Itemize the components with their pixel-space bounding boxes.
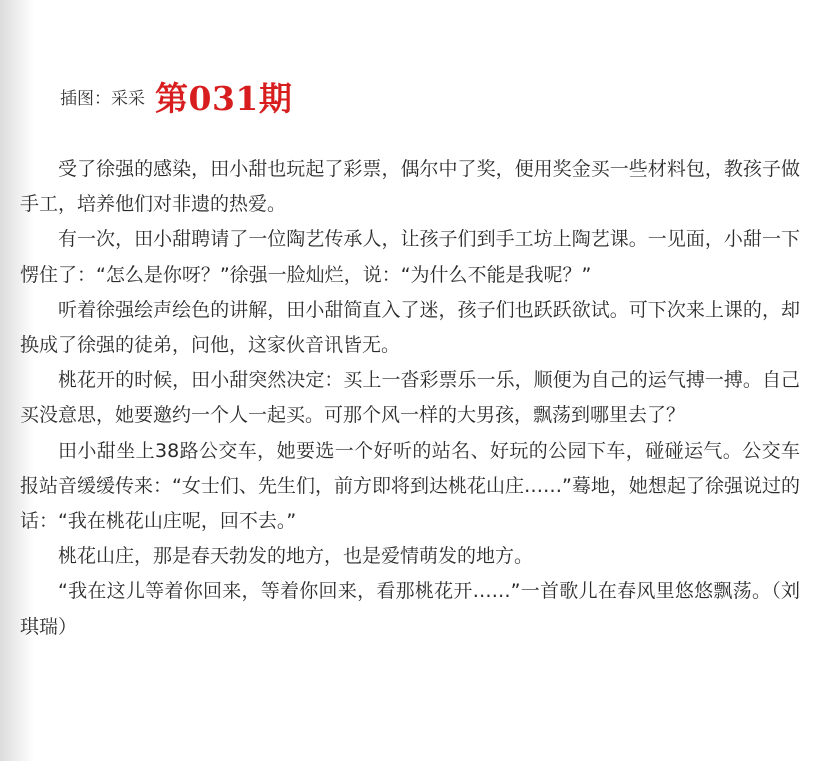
article-body (20, 152, 800, 645)
article-header (60, 72, 292, 120)
illustration-credit: 插图：采采 (60, 88, 145, 109)
paragraph: 桃花山庄，那是春天勃发的地方，也是爱情萌发的地方。 (58, 545, 534, 568)
paragraph: 受了徐强的感染，田小甜也玩起了彩票，偶尔中了奖，便用奖金买一些材料包，教孩子做手工，培养他们对非遗的热爱。 (20, 158, 800, 216)
paragraph: 听着徐强绘声绘色的讲解，田小甜简直入了迷，孩子们也跃跃欲试。可下次来上课的，却换成了徐强的徒弟，问他，这家伙音讯皆无。 (20, 298, 800, 357)
paragraph: “我在这儿等着你回来，等着你回来，看那桃花开……”一首歌儿在春风里悠悠飘荡。（刘琪瑞） (20, 580, 800, 638)
paragraph: 田小甜坐上38路公交车，她要选一个好听的站名、好玩的公园下车，碰碰运气。公交车报站音缓缓传来：“女士们、先生们，前方即将到达桃花山庄……”蓦地，她想起了徐强说过的话：“我在桃花山庄呢，回不去。” (20, 439, 800, 533)
paragraph: 桃花开的时候，田小甜突然决定：买上一沓彩票乐一乐，顺便为自己的运气搏一搏。自己买没意思，她要邀约一个人一起买。可那个风一样的大男孩，飘荡到哪里去了？ (20, 369, 800, 427)
paragraph: 有一次，田小甜聘请了一位陶艺传承人，让孩子们到手工坊上陶艺课。一见面，小甜一下愣住了：“怎么是你呀？”徐强一脸灿烂，说：“为什么不能是我呢？” (20, 228, 800, 286)
issue-number: 第031期 (155, 78, 293, 118)
